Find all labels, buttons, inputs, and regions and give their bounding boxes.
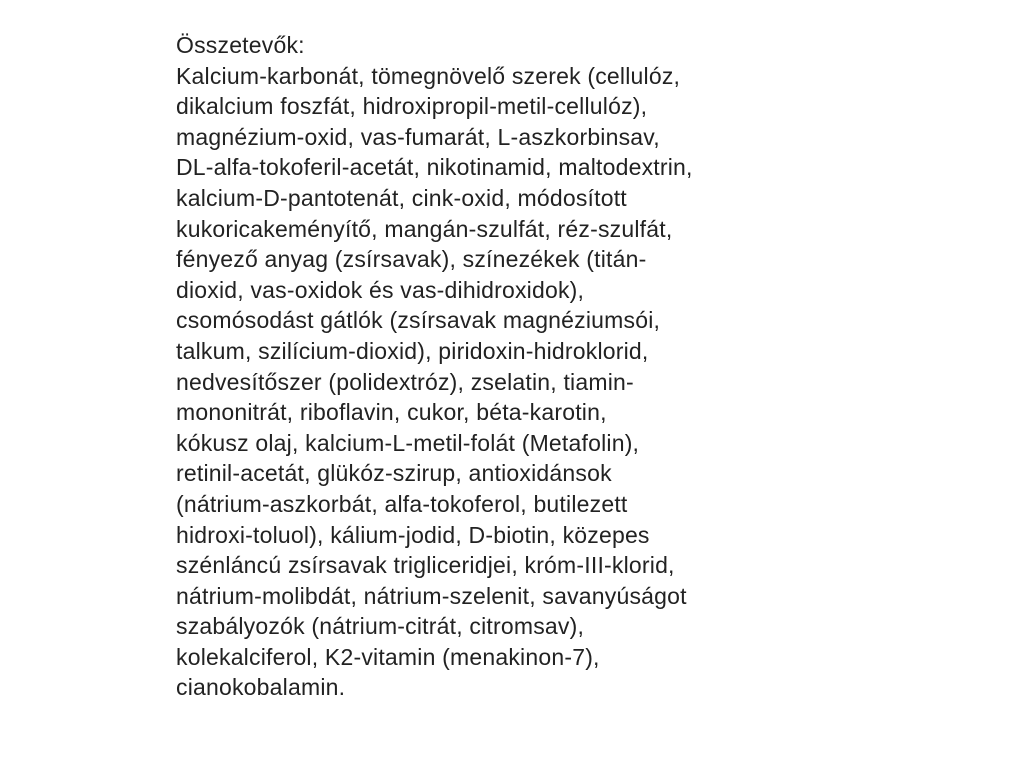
ingredients-line: kalcium-D-pantotenát, cink-oxid, módosított: [176, 184, 627, 211]
ingredients-line: magnézium-oxid, vas-fumarát, L-aszkorbinsav,: [176, 123, 660, 150]
ingredients-line: DL-alfa-tokoferil-acetát, nikotinamid, maltodextrin,: [176, 154, 693, 181]
ingredients-heading: Összetevők:: [176, 32, 305, 58]
ingredients-line: csomósodást gátlók (zsírsavak magnéziumsói,: [176, 307, 661, 334]
ingredients-line: kukoricakeményítő, mangán-szulfát, réz-szulfát,: [176, 215, 673, 242]
ingredients-line: cianokobalamin.: [176, 674, 346, 701]
ingredients-line: dikalcium foszfát, hidroxipropil-metil-cellulóz),: [176, 93, 648, 120]
ingredients-line: szabályozók (nátrium-citrát, citromsav),: [176, 613, 585, 640]
ingredients-line: hidroxi-toluol), kálium-jodid, D-biotin, közepes: [176, 521, 650, 548]
ingredients-line: kolekalciferol, K2-vitamin (menakinon-7),: [176, 643, 600, 670]
ingredients-line: dioxid, vas-oxidok és vas-dihidroxidok),: [176, 276, 585, 303]
ingredients-line: kókusz olaj, kalcium-L-metil-folát (Metafolin),: [176, 429, 640, 456]
ingredients-line: talkum, szilícium-dioxid), piridoxin-hidroklorid,: [176, 337, 649, 364]
ingredients-line: nedvesítőszer (polidextróz), zselatin, tiamin-: [176, 368, 634, 395]
ingredients-line: Kalcium-karbonát, tömegnövelő szerek (cellulóz,: [176, 62, 681, 89]
ingredients-line: retinil-acetát, glükóz-szirup, antioxidánsok: [176, 460, 612, 487]
ingredients-line: szénláncú zsírsavak trigliceridjei, króm-III-klorid,: [176, 552, 675, 579]
ingredients-line: (nátrium-aszkorbát, alfa-tokoferol, butilezett: [176, 490, 628, 517]
ingredients-line: mononitrát, riboflavin, cukor, béta-karotin,: [176, 399, 607, 426]
ingredients-text: [176, 30, 996, 703]
ingredients-line: nátrium-molibdát, nátrium-szelenit, savanyúságot: [176, 582, 687, 609]
ingredients-line: fényező anyag (zsírsavak), színezékek (titán-: [176, 246, 647, 273]
